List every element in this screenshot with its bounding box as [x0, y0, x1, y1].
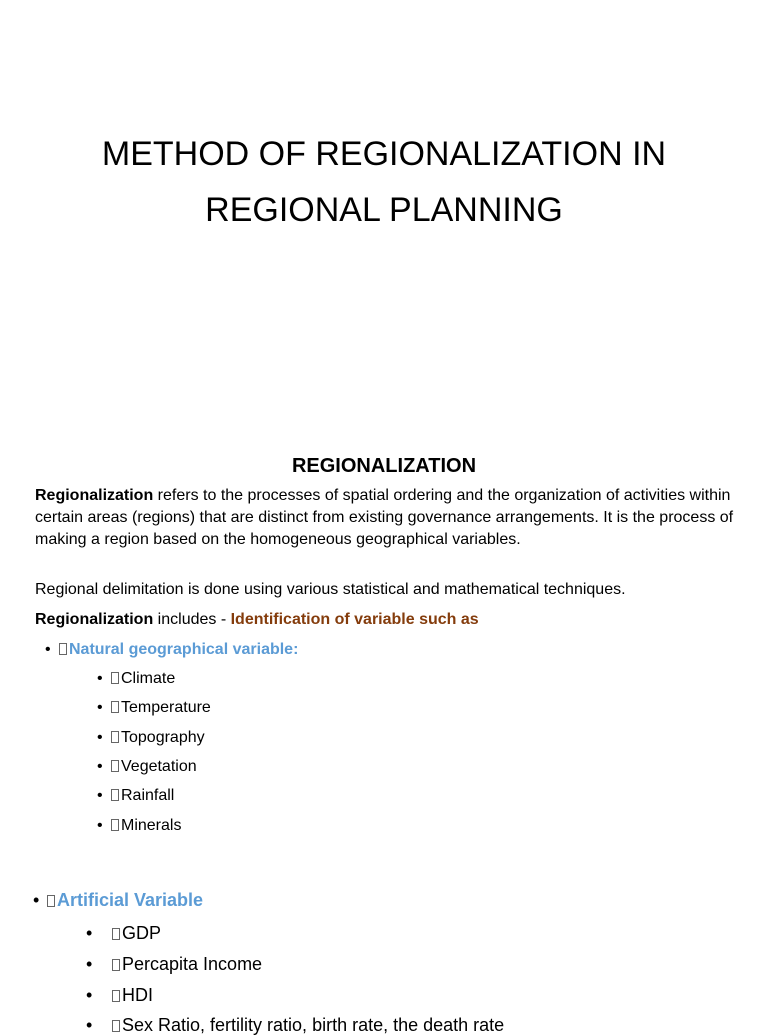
list-item-label: Percapita Income [122, 954, 263, 974]
bullet-icon: • [86, 954, 93, 974]
list-item-label: Vegetation [121, 758, 197, 775]
includes-text: includes - [153, 611, 231, 628]
bullet-icon: • [97, 758, 103, 775]
list-item [97, 756, 197, 778]
term-bold: Regionalization [35, 487, 154, 504]
list-item-label: HDI [122, 985, 153, 1005]
list-item-label: Sex Ratio, fertility ratio, birth rate, the death rate [122, 1015, 505, 1035]
definition-text: refers to the processes of spatial ordering and the organization of activities within certain areas (regions) that are distinct from existing governance arrangements. It is the process of making a region based on the homogeneous geographical variables. [35, 487, 734, 548]
missing-glyph-icon [111, 819, 119, 831]
list-item-artificial-heading [33, 889, 203, 911]
missing-glyph-icon [111, 731, 119, 743]
list-item [97, 815, 181, 837]
bullet-icon: • [86, 1015, 93, 1035]
missing-glyph-icon [59, 643, 67, 655]
list-item [86, 953, 262, 975]
term-bold: Regionalization [35, 611, 154, 628]
bullet-icon: • [97, 817, 103, 834]
missing-glyph-icon [111, 701, 119, 713]
document-title [0, 126, 768, 238]
title-line-2: REGIONAL PLANNING [205, 191, 563, 229]
list-item-label: Climate [121, 670, 176, 687]
accent-text: Identification of variable such as [230, 611, 479, 628]
bullet-icon: • [97, 670, 103, 687]
bullet-icon: • [45, 641, 51, 658]
bullet-icon: • [86, 923, 93, 943]
missing-glyph-icon [111, 789, 119, 801]
bullet-icon: • [97, 729, 103, 746]
list-item [97, 668, 175, 690]
list-item-label: Rainfall [121, 787, 175, 804]
list-item [86, 984, 153, 1006]
list-item [97, 785, 174, 807]
list-item-label: GDP [122, 923, 162, 943]
missing-glyph-icon [111, 760, 119, 772]
bullet-icon: • [86, 985, 93, 1005]
list-item-label: Temperature [121, 699, 211, 716]
list-item-label: Minerals [121, 817, 182, 834]
bullet-icon: • [97, 787, 103, 804]
section-heading: REGIONALIZATION [291, 455, 477, 477]
definition-paragraph [35, 485, 735, 551]
missing-glyph-icon [47, 895, 55, 907]
list-item [97, 727, 205, 749]
missing-glyph-icon [112, 990, 120, 1002]
missing-glyph-icon [112, 928, 120, 940]
delimitation-paragraph: Regional delimitation is done using various statistical and mathematical techniques. [35, 581, 626, 598]
includes-paragraph [35, 609, 735, 631]
title-line-1: METHOD OF REGIONALIZATION IN [101, 135, 667, 173]
bullet-icon: • [97, 699, 103, 716]
natural-variable-label: Natural geographical variable: [69, 641, 299, 658]
list-item-label: Topography [121, 729, 205, 746]
list-item [86, 922, 161, 944]
missing-glyph-icon [111, 672, 119, 684]
list-item [86, 1014, 504, 1036]
bullet-icon: • [33, 890, 40, 910]
missing-glyph-icon [112, 959, 120, 971]
missing-glyph-icon [112, 1020, 120, 1032]
list-item [97, 697, 211, 719]
artificial-variable-label: Artificial Variable [57, 890, 204, 910]
list-item-natural-heading [45, 639, 298, 661]
